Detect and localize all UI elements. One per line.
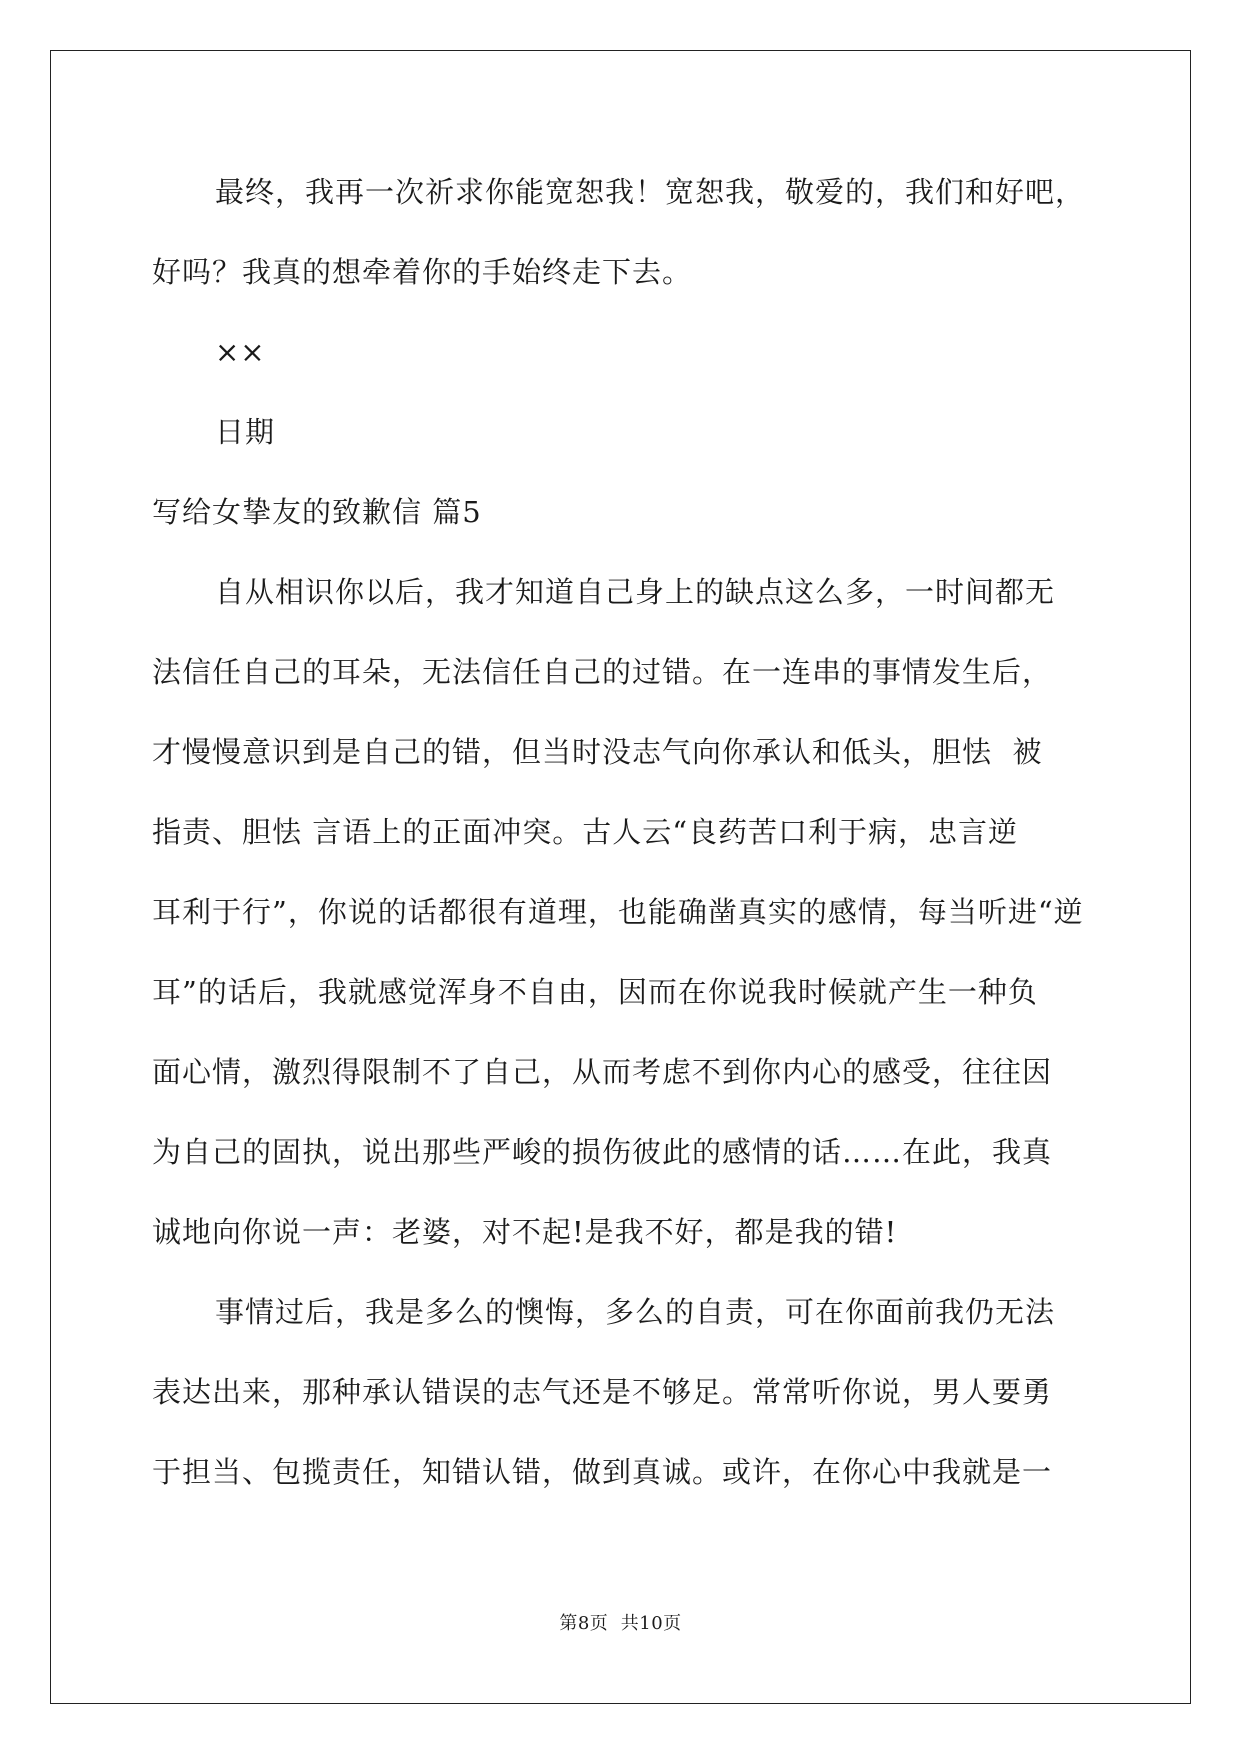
paragraph-line: 法信任自己的耳朵，无法信任自己的过错。在一连串的事情发生后， <box>152 655 1053 689</box>
paragraph-line: 于担当、包揽责任，知错认错，做到真诚。或许，在你心中我就是一 <box>152 1455 1053 1489</box>
paragraph-line: 诚地向你说一声：老婆，对不起!是我不好，都是我的错! <box>152 1215 898 1249</box>
paragraph-line: 为自己的固执，说出那些严峻的损伤彼此的感情的话……在此，我真 <box>152 1135 1053 1169</box>
paragraph-line: 指责、胆怯 言语上的正面冲突。古人云“良药苦口利于病，忠言逆 <box>152 815 1019 849</box>
section-heading: 写给女挚友的致歉信 篇5 <box>152 495 482 529</box>
page-number-footer: 第8页 共10页 <box>559 1613 682 1634</box>
paragraph-line: 好吗？我真的想牵着你的手始终走下去。 <box>152 255 693 289</box>
paragraph-line: 表达出来，那种承认错误的志气还是不够足。常常听你说，男人要勇 <box>152 1375 1053 1409</box>
date-line: 日期 <box>215 415 276 449</box>
paragraph-line: 自从相识你以后，我才知道自己身上的缺点这么多，一时间都无 <box>215 575 1056 609</box>
paragraph-line: 事情过后，我是多么的懊悔，多么的自责，可在你面前我仍无法 <box>215 1295 1056 1329</box>
paragraph-line: 最终，我再一次祈求你能宽恕我！宽恕我，敬爱的，我们和好吧， <box>215 175 1086 209</box>
paragraph-line: 耳利于行”，你说的话都很有道理，也能确凿真实的感情，每当听进“逆 <box>152 895 1084 929</box>
paragraph-line: 才慢慢意识到是自己的错，但当时没志气向你承认和低头，胆怯 被 <box>152 735 1043 769</box>
paragraph-line: 面心情，激烈得限制不了自己，从而考虑不到你内心的感受，往往因 <box>152 1055 1053 1089</box>
signature-line: ×× <box>215 335 266 369</box>
paragraph-line: 耳”的话后，我就感觉浑身不自由，因而在你说我时候就产生一种负 <box>152 975 1038 1009</box>
